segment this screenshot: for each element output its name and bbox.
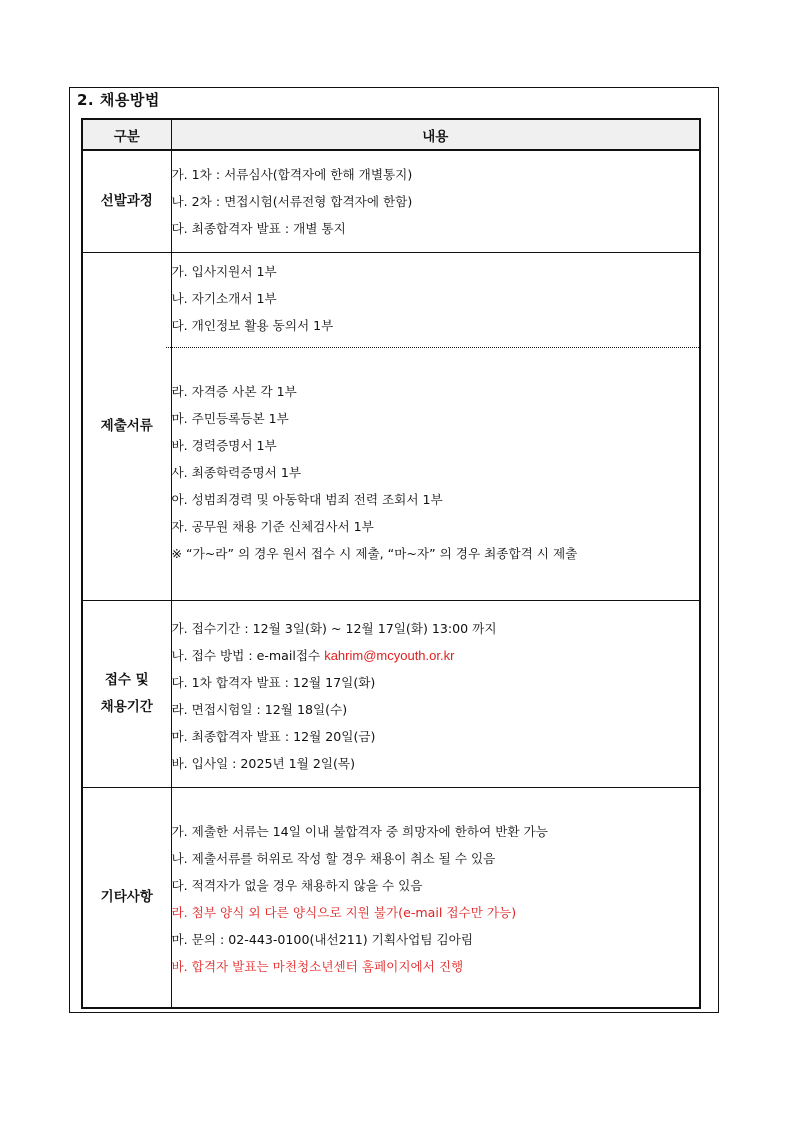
category-label: 제출서류: [100, 417, 153, 434]
list-item: 마. 주민등록등본 1부: [171, 410, 289, 426]
list-item: 바. 입사일 : 2025년 1월 2일(목): [171, 755, 355, 771]
category-cell: [82, 787, 171, 1008]
contact-email-link[interactable]: kahrim@mcyouth.or.kr: [324, 647, 455, 663]
list-item-highlight: 바. 합격자 발표는 마천청소년센터 홈페이지에서 진행: [171, 958, 464, 974]
section-title: 2. 채용방법: [77, 91, 160, 109]
list-item: 나. 제출서류를 허위로 작성 할 경우 채용이 취소 될 수 있음: [171, 850, 496, 866]
category-label: 기타사항: [100, 888, 153, 905]
table-row: [82, 252, 700, 600]
list-item: 가. 접수기간 : 12월 3일(화) ~ 12월 17일(화) 13:00 까지: [171, 620, 497, 636]
note-item: ※ “가~라” 의 경우 원서 접수 시 제출, “마~자” 의 경우 최종합격 시 제출: [171, 545, 578, 561]
list-item: 가. 입사지원서 1부: [171, 263, 277, 279]
list-item: 가. 제출한 서류는 14일 이내 불합격자 중 희망자에 한하여 반환 가능: [171, 823, 548, 839]
list-item: 사. 최종학력증명서 1부: [171, 464, 302, 480]
list-item: 다. 1차 합격자 발표 : 12월 17일(화): [171, 674, 376, 690]
category-cell: [82, 252, 171, 600]
category-label: 선발과정: [100, 192, 153, 209]
list-item: 마. 최종합격자 발표 : 12월 20일(금): [171, 728, 376, 744]
list-item: 가. 1차 : 서류심사(합격자에 한해 개별통지): [171, 167, 413, 182]
list-item: 라. 면접시험일 : 12월 18일(수): [171, 701, 348, 717]
recruitment-table: [81, 118, 701, 1009]
list-item: 아. 성범죄경력 및 아동학대 범죄 전력 조회서 1부: [171, 491, 443, 507]
list-item: [172, 642, 700, 669]
list-item: 다. 적격자가 없을 경우 채용하지 않을 수 있음: [171, 877, 423, 893]
content-cell: [171, 600, 700, 787]
list-item: 라. 자격증 사본 각 1부: [171, 383, 297, 399]
category-label: 접수 및: [104, 671, 149, 688]
category-label: 채용기간: [100, 698, 153, 715]
list-item-highlight: 라. 첨부 양식 외 다른 양식으로 지원 불가(e-mail 접수만 가능): [171, 904, 517, 920]
header-category: 구분: [82, 119, 171, 150]
content-cell: [171, 150, 700, 252]
list-item: 나. 2차 : 면접시험(서류전형 합격자에 한함): [171, 194, 413, 209]
list-item: 마. 문의 : 02-443-0100(내선211) 기획사업팀 김아림: [171, 931, 473, 947]
list-item: 자. 공무원 채용 기준 신체검사서 1부: [171, 518, 374, 534]
table-row: [82, 600, 700, 787]
list-item: 바. 경력증명서 1부: [171, 437, 277, 453]
table-row: [82, 787, 700, 1008]
list-item: 나. 자기소개서 1부: [171, 290, 277, 306]
category-cell: [82, 150, 171, 252]
content-cell: [171, 787, 700, 1008]
category-cell: [82, 600, 171, 787]
content-cell: [171, 252, 700, 600]
table-header-row: [82, 119, 700, 150]
recruitment-method-box: [69, 87, 719, 1013]
list-item: 다. 최종합격자 발표 : 개별 통지: [171, 221, 346, 236]
header-content: 내용: [171, 119, 700, 150]
list-item: 다. 개인정보 활용 동의서 1부: [171, 317, 334, 333]
method-label: 나. 접수 방법 : e-mail접수: [171, 647, 325, 663]
table-row: [82, 150, 700, 252]
